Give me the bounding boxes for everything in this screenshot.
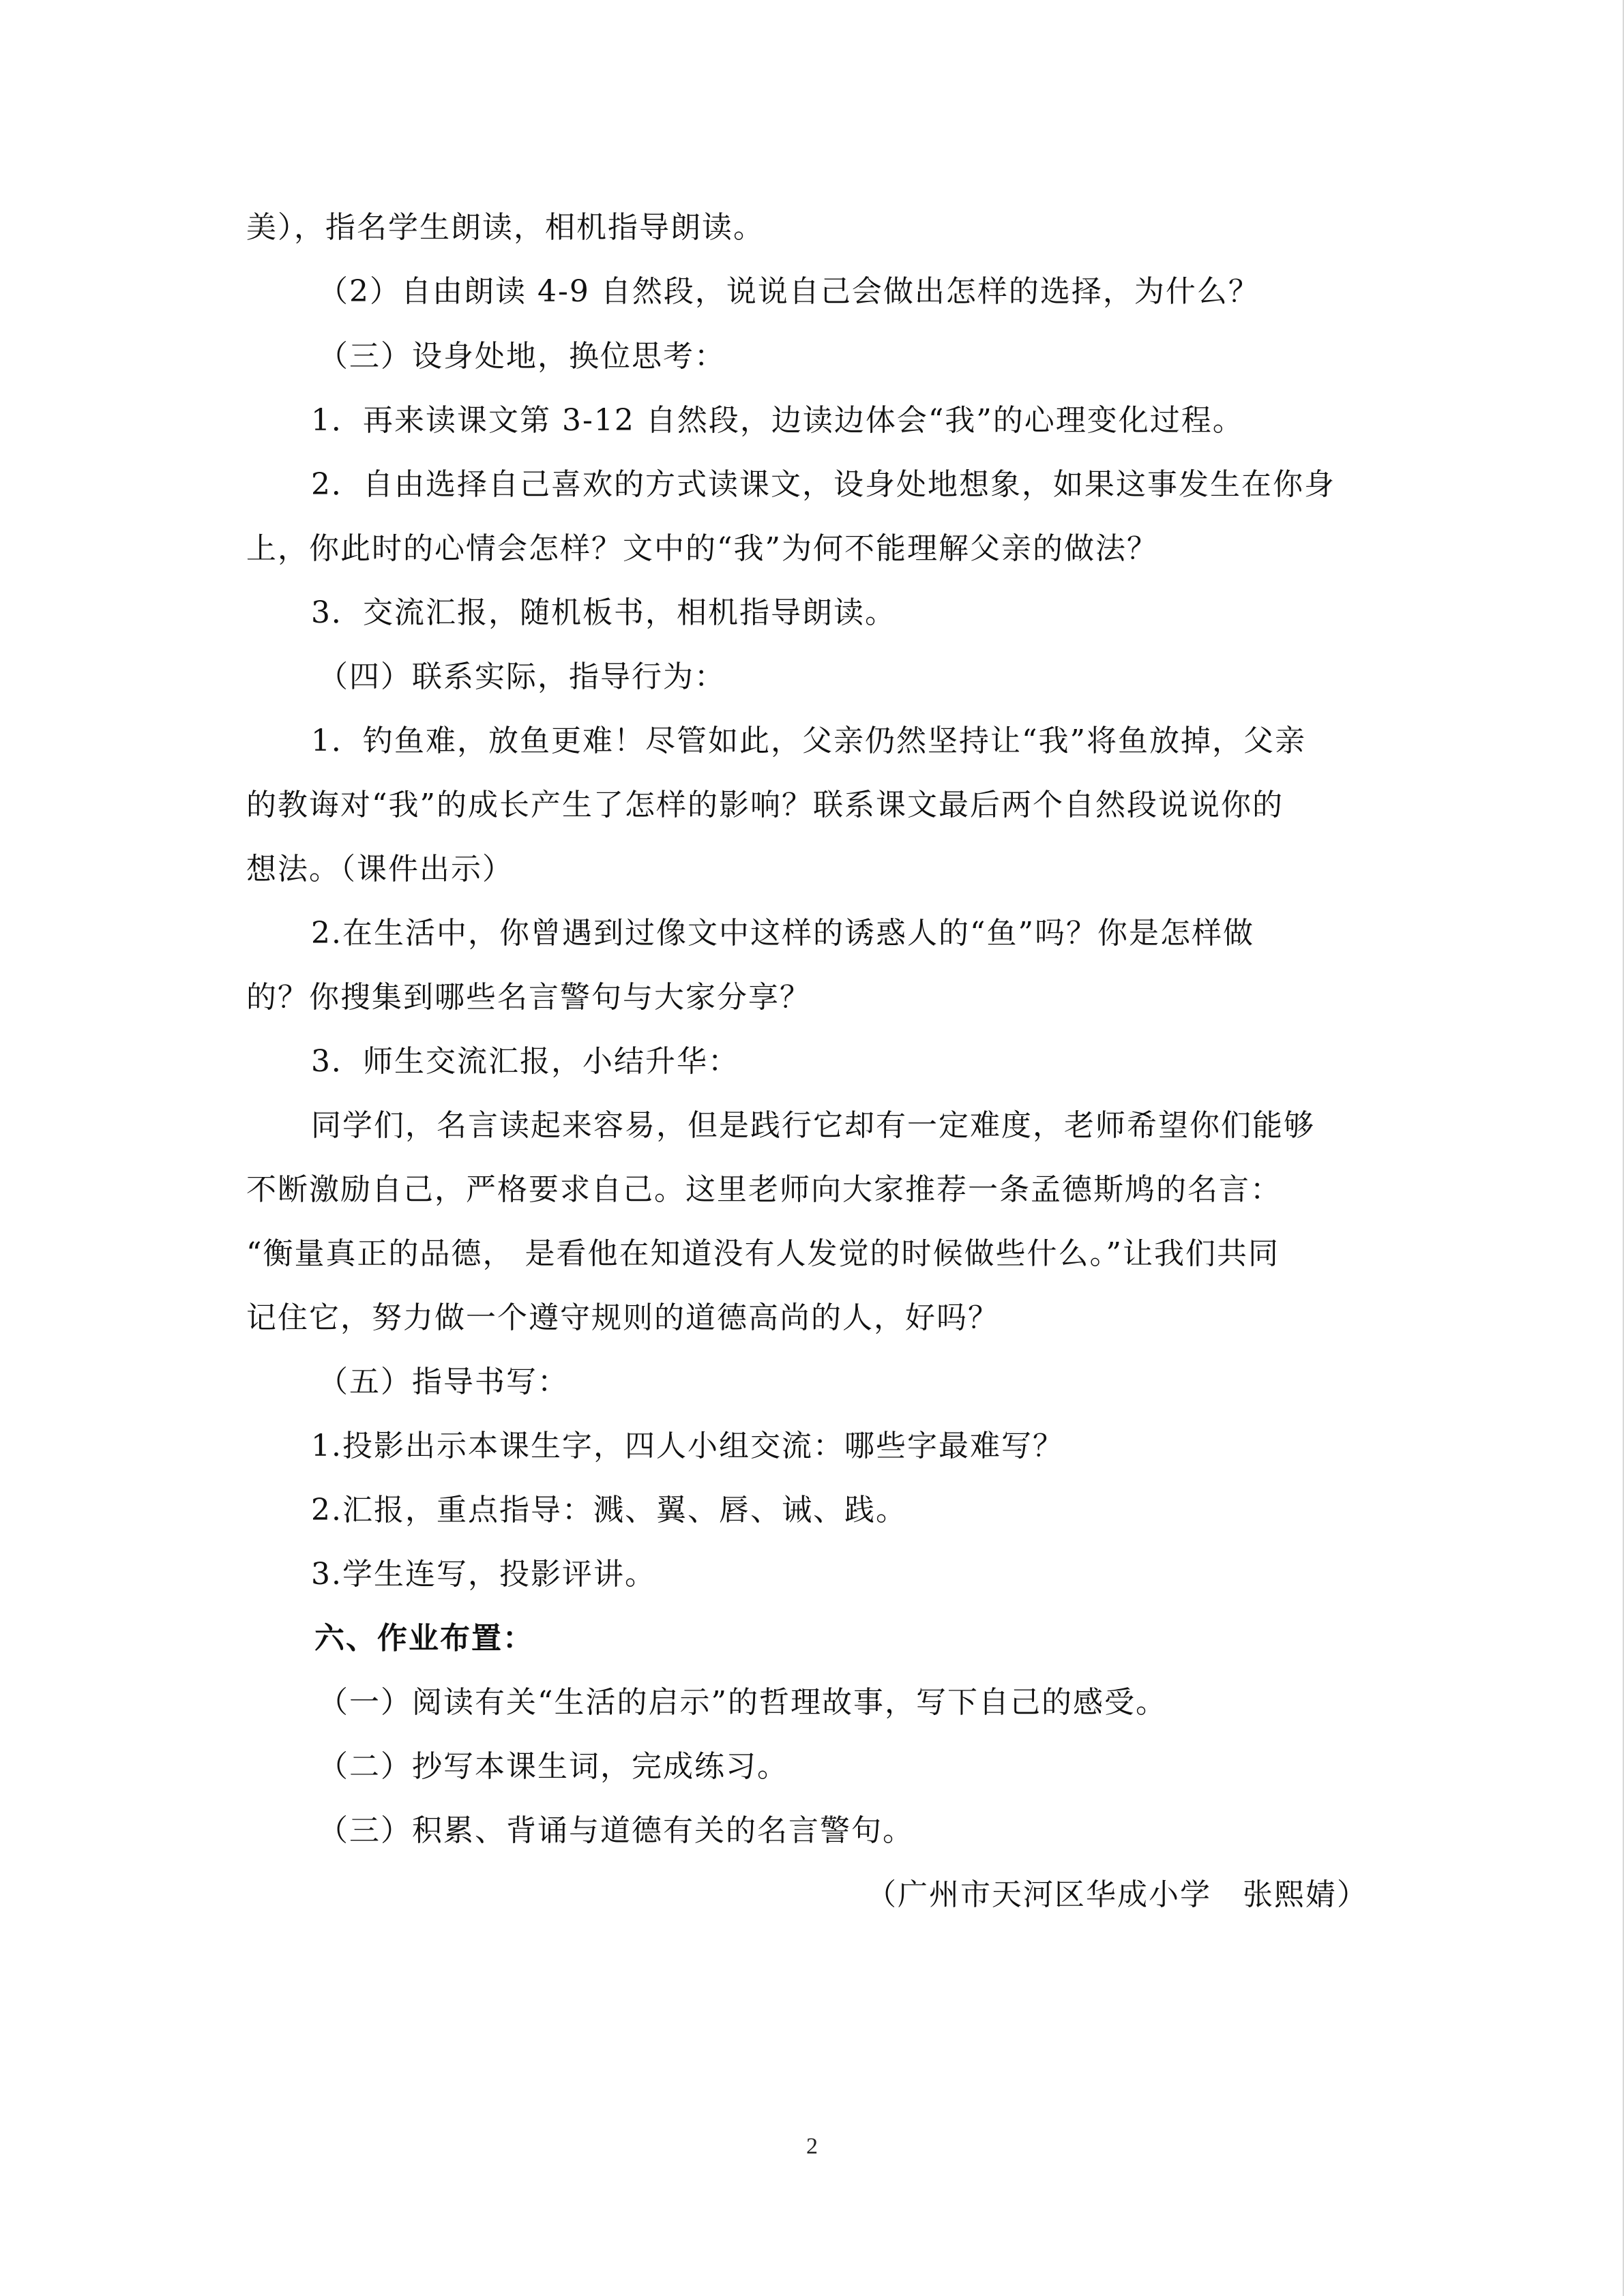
text-line: 1．再来读课文第 3-12 自然段，边读边体会“我”的心理变化过程。 bbox=[311, 403, 1244, 438]
text-line: （2）自由朗读 4-9 自然段，说说自己会做出怎样的选择，为什么？ bbox=[318, 274, 1260, 309]
text-line: （四）联系实际，指导行为： bbox=[318, 659, 726, 694]
text-line: 上，你此时的心情会怎样？文中的“我”为何不能理解父亲的做法？ bbox=[246, 531, 1158, 566]
text-line: （二）抄写本课生词，完成练习。 bbox=[318, 1749, 788, 1784]
text-line: 1．钓鱼难，放鱼更难！尽管如此，父亲仍然坚持让“我”将鱼放掉，父亲 bbox=[311, 724, 1306, 758]
text-line: 同学们，名言读起来容易，但是践行它却有一定难度，老师希望你们能够 bbox=[311, 1108, 1315, 1143]
text-line: 的？你搜集到哪些名言警句与大家分享？ bbox=[246, 980, 811, 1015]
text-line: 2.在生活中，你曾遇到过像文中这样的诱惑人的“鱼”吗？你是怎样做 bbox=[311, 916, 1254, 951]
page-number: 2 bbox=[806, 2134, 818, 2159]
text-line: “衡量真正的品德， 是看他在知道没有人发觉的时候做些什么。”让我们共同 bbox=[246, 1236, 1280, 1271]
text-line: （一）阅读有关“生活的启示”的哲理故事，写下自己的感受。 bbox=[318, 1685, 1167, 1720]
text-line: （三）设身处地，换位思考： bbox=[318, 339, 726, 374]
text-line: 2．自由选择自己喜欢的方式读课文，设身处地想象，如果这事发生在你身 bbox=[311, 467, 1335, 502]
text-line: 美），指名学生朗读，相机指导朗读。 bbox=[246, 210, 765, 245]
author-attribution: （广州市天河区华成小学 张熙婧） bbox=[866, 1877, 1368, 1912]
section-heading: 六、作业布置： bbox=[314, 1621, 534, 1656]
text-line: 不断激励自己，严格要求自己。这里老师向大家推荐一条孟德斯鸠的名言： bbox=[246, 1172, 1282, 1207]
text-line: 1.投影出示本课生字，四人小组交流：哪些字最难写？ bbox=[311, 1429, 1064, 1463]
text-line: 的教诲对“我”的成长产生了怎样的影响？联系课文最后两个自然段说说你的 bbox=[246, 788, 1284, 822]
text-line: 3.学生连写，投影评讲。 bbox=[311, 1557, 656, 1592]
text-line: （五）指导书写： bbox=[318, 1365, 569, 1399]
text-line: 记住它，努力做一个遵守规则的道德高尚的人，好吗？ bbox=[246, 1300, 999, 1335]
text-line: 3．师生交流汇报，小结升华： bbox=[311, 1044, 739, 1079]
text-line: 3．交流汇报，随机板书，相机指导朗读。 bbox=[311, 595, 896, 630]
text-line: 想法。（课件出示） bbox=[246, 852, 514, 886]
text-line: （三）积累、背诵与道德有关的名言警句。 bbox=[318, 1813, 914, 1848]
text-line: 2.汇报，重点指导：溅、翼、唇、诫、践。 bbox=[311, 1493, 907, 1527]
